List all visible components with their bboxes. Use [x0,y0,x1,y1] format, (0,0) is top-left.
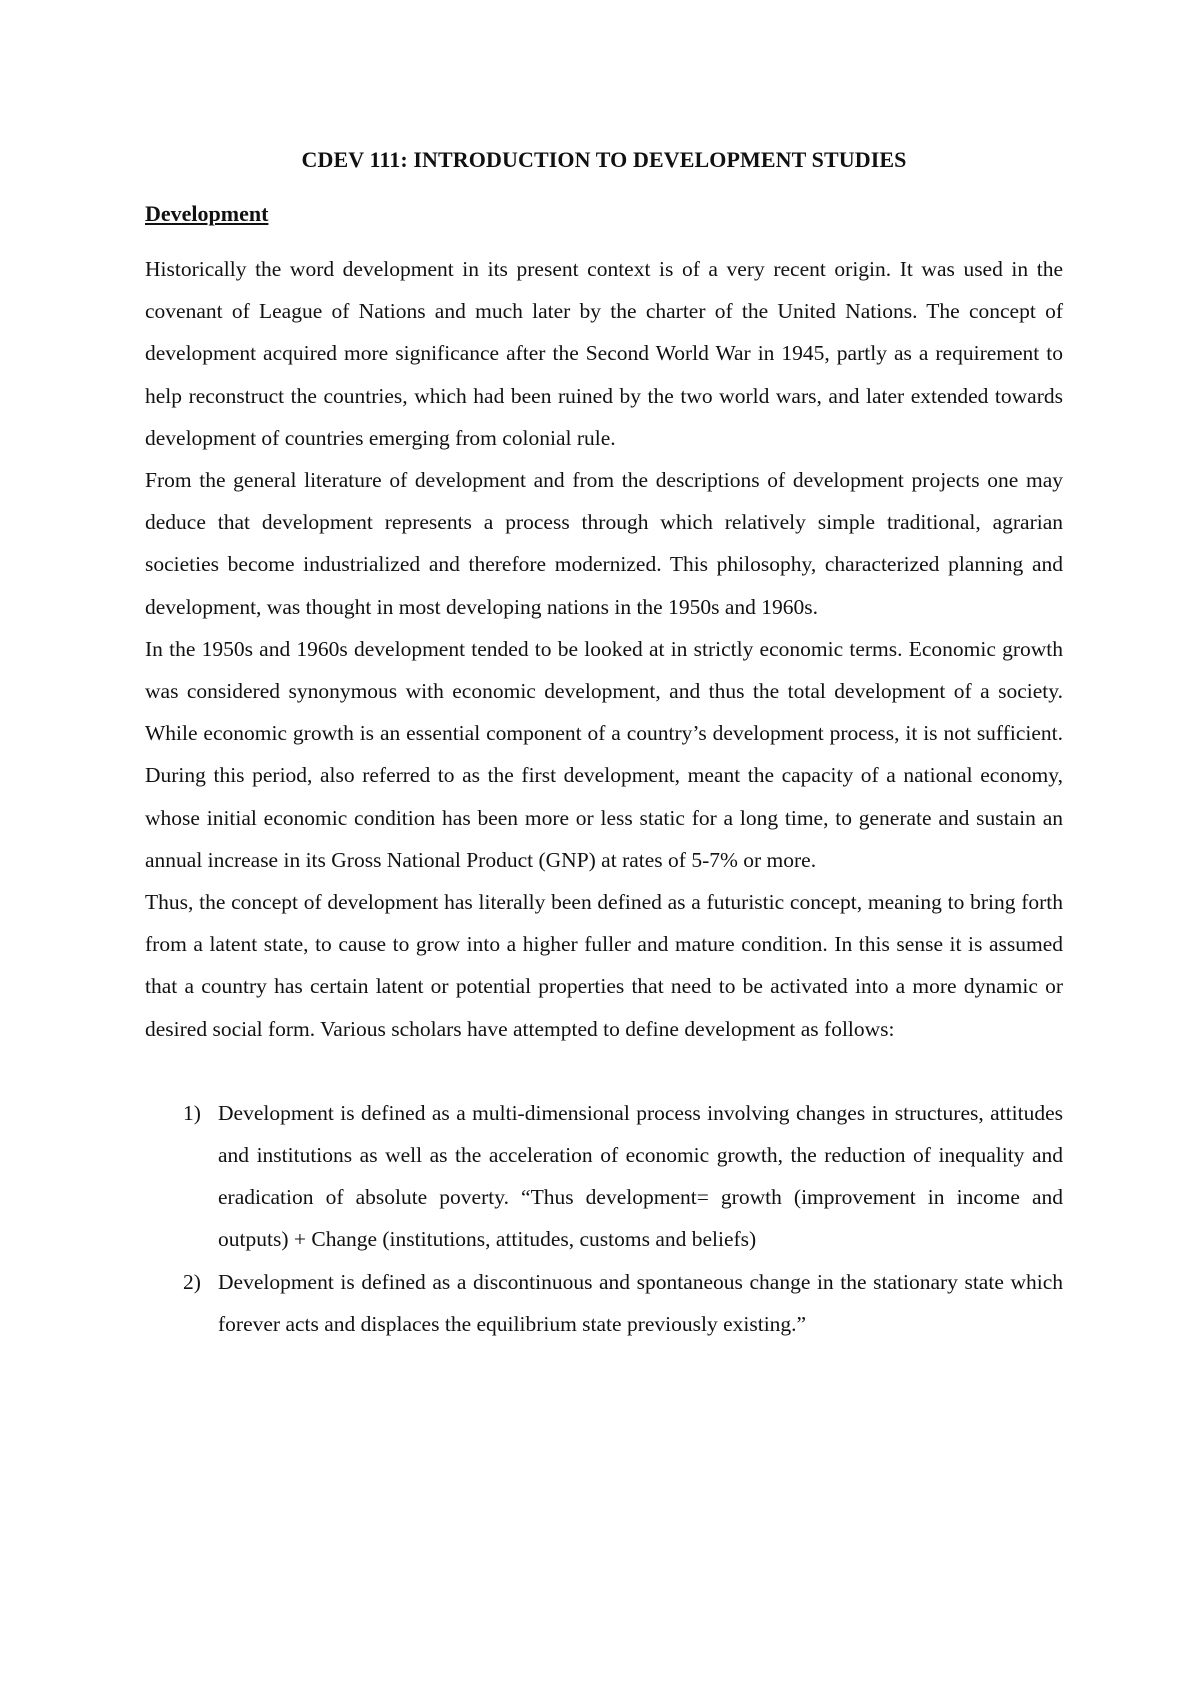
document-title: CDEV 111: INTRODUCTION TO DEVELOPMENT STUDIES [301,147,907,172]
section-heading: Development [145,201,269,226]
definition-text: Development is defined as a multi-dimensional process involving changes in structures, attitudes and institutions as well as the acceleration of economic growth, the reduction of inequality and eradication of absolute poverty. “Thus development= growth (improvement in income and outputs) + Change (institutions, attitudes, customs and beliefs) [218,1100,1063,1252]
document-page [145,140,1063,1345]
paragraph-economic-terms: In the 1950s and 1960s development tended to be looked at in strictly economic terms. Economic growth was considered synonymous with economic development, and thus the total development of a society. While economic growth is an essential component of a country’s development process, it is not sufficient. During this period, also referred to as the first development, meant the capacity of a national economy, whose initial economic condition has been more or less static for a long time, to generate and sustain an annual increase in its Gross National Product (GNP) at rates of 5-7% or more. [145,636,1063,872]
definition-number: 1) [183,1100,201,1125]
definition-item [145,1261,1063,1345]
paragraph-modernization: From the general literature of development and from the descriptions of development projects one may deduce that development represents a process through which relatively simple traditional, agrarian societies become industrialized and therefore modernized. This philosophy, characterized planning and development, was thought in most developing nations in the 1950s and 1960s. [145,468,1063,619]
definition-text: Development is defined as a discontinuous and spontaneous change in the stationary state which forever acts and displaces the equilibrium state previously existing.” [218,1269,1063,1336]
spacer [145,1050,1063,1092]
paragraph-historical-origin: Historically the word development in its present context is of a very recent origin. It was used in the covenant of League of Nations and much later by the charter of the United Nations. The concept of development acquired more significance after the Second World War in 1945, partly as a requirement to help reconstruct the countries, which had been ruined by the two world wars, and later extended towards development of countries emerging from colonial rule. [145,257,1063,450]
paragraph-futuristic-concept: Thus, the concept of development has literally been defined as a futuristic concept, meaning to bring forth from a latent state, to cause to grow into a higher fuller and mature condition. In this sense it is assumed that a country has certain latent or potential properties that need to be activated into a more dynamic or desired social form. Various scholars have attempted to define development as follows: [145,890,1063,1041]
definition-number: 2) [183,1269,201,1294]
definitions-list [145,1092,1063,1345]
definition-item [145,1092,1063,1261]
